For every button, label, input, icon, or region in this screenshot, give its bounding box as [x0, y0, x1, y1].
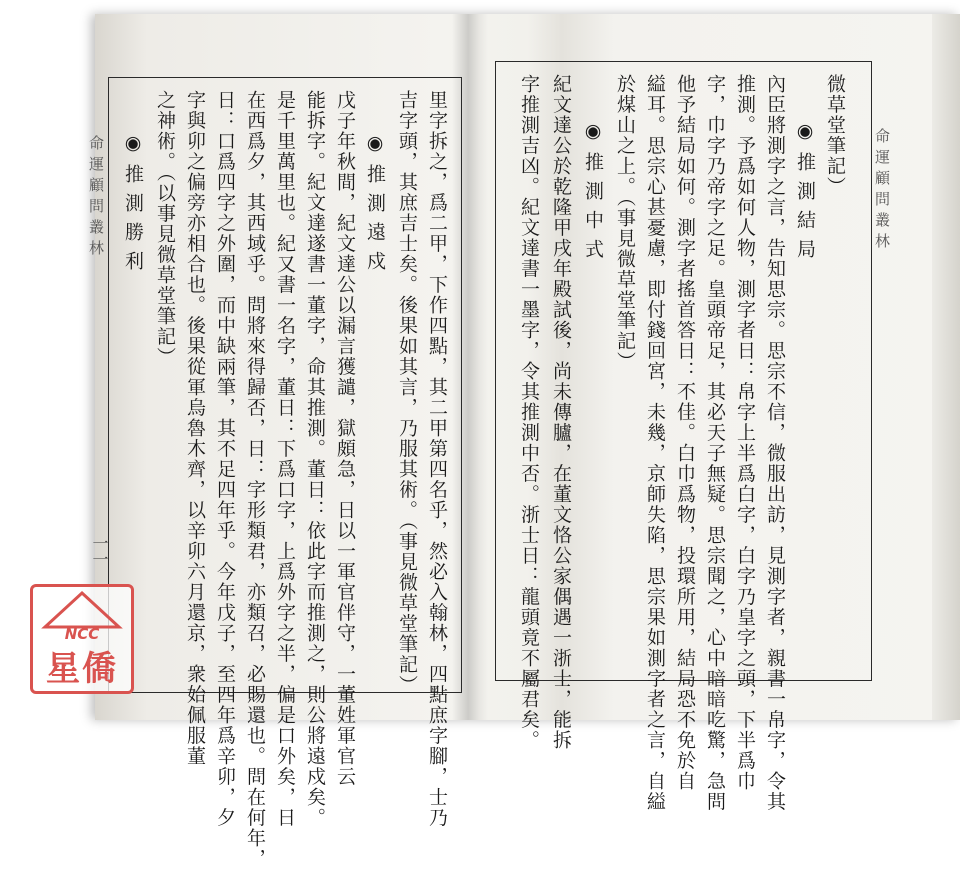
left-column-9: 字與卯之偏旁亦相合也。後果從軍烏魯木齊，以辛卯六月還京，衆始佩服董	[184, 90, 206, 767]
page-edge	[932, 14, 960, 720]
left-column-8: 日：口爲四字之外圍，而中缺兩筆，其不足四年乎。今年戊子，至四年爲辛卯，夕	[214, 90, 236, 828]
left-column-7: 在西爲夕，其西域乎。問將來得歸否，日：字形類君，亦類召，必賜還也。問在何年，	[244, 90, 266, 869]
left-column-10: 之神術。（以事見微草堂筆記）	[154, 90, 176, 368]
left-column-1: 里字拆之，爲二甲，下作四點，其二甲第四名乎，然必入翰林，四點庶字腳，士乃	[426, 90, 448, 828]
right-running-head: 命運顧問叢林	[873, 128, 891, 254]
right-column-11: 字推測吉凶。紀文達書一墨字，令其推測中否。浙士日：龍頭竟不屬君矣。	[518, 74, 540, 751]
left-running-head: 命運顧問叢林	[87, 135, 105, 261]
left-heading-victory: ◉推測勝利	[122, 132, 144, 280]
right-column-4: 推測。予爲如何人物，測字者日：帛字上半爲白字，白字乃皇字之頭，下半爲巾	[734, 74, 756, 792]
right-heading-exam: ◉推測中式	[582, 120, 604, 268]
right-column-7: 縊耳。思宗心甚憂慮，即付錢回宮，未幾，京師失陷，思宗果如測字者之言，自縊	[644, 74, 666, 812]
watermark-top-text: NCC	[64, 625, 100, 643]
right-column-3: 內臣將測字之言，告知思宗。思宗不信，微服出訪，見測字者，親書一帛字，令其	[764, 74, 786, 812]
right-column-5: 字，巾字乃帝字之足。皇頭帝足，其必天子無疑。思宗聞之，心中暗暗吃驚，急問	[704, 74, 726, 812]
watermark-seal	[30, 584, 134, 694]
right-column-1: 微草堂筆記）	[824, 74, 846, 197]
right-column-10: 紀文達公於乾隆甲戌年殿試後，尚未傳臚，在董文恪公家偶遇一浙士，能拆	[550, 74, 572, 751]
left-column-4: 戊子年秋間，紀文達公以漏言獲譴，獄頗急，日以一軍官伴守，一董姓軍官云	[334, 90, 356, 787]
page-number: 一一	[90, 535, 109, 567]
right-heading-ending: ◉推測結局	[794, 120, 816, 268]
left-column-5: 能拆字。紀文達遂書一董字，命其推測。董日：依此字而推測之，則公將遠戍矣。	[304, 90, 326, 828]
left-heading-exile: ◉推測遠戍	[364, 132, 386, 280]
right-column-6: 他予結局如何。測字者搖首答日：不佳。白巾爲物，投環所用，結局恐不免於自	[674, 74, 696, 792]
watermark-bottom-text: 星僑	[46, 649, 118, 689]
left-column-6: 是千里萬里也。紀又書一名字，董日：下爲口字，上爲外字之半，偏是口外矣，日	[274, 90, 296, 828]
right-column-8: 於煤山之上。（事見微草堂筆記）	[614, 74, 636, 372]
left-column-2: 吉字頭，其庶吉士矣。後果如其言，乃服其術。（事見微草堂筆記）	[396, 90, 418, 696]
